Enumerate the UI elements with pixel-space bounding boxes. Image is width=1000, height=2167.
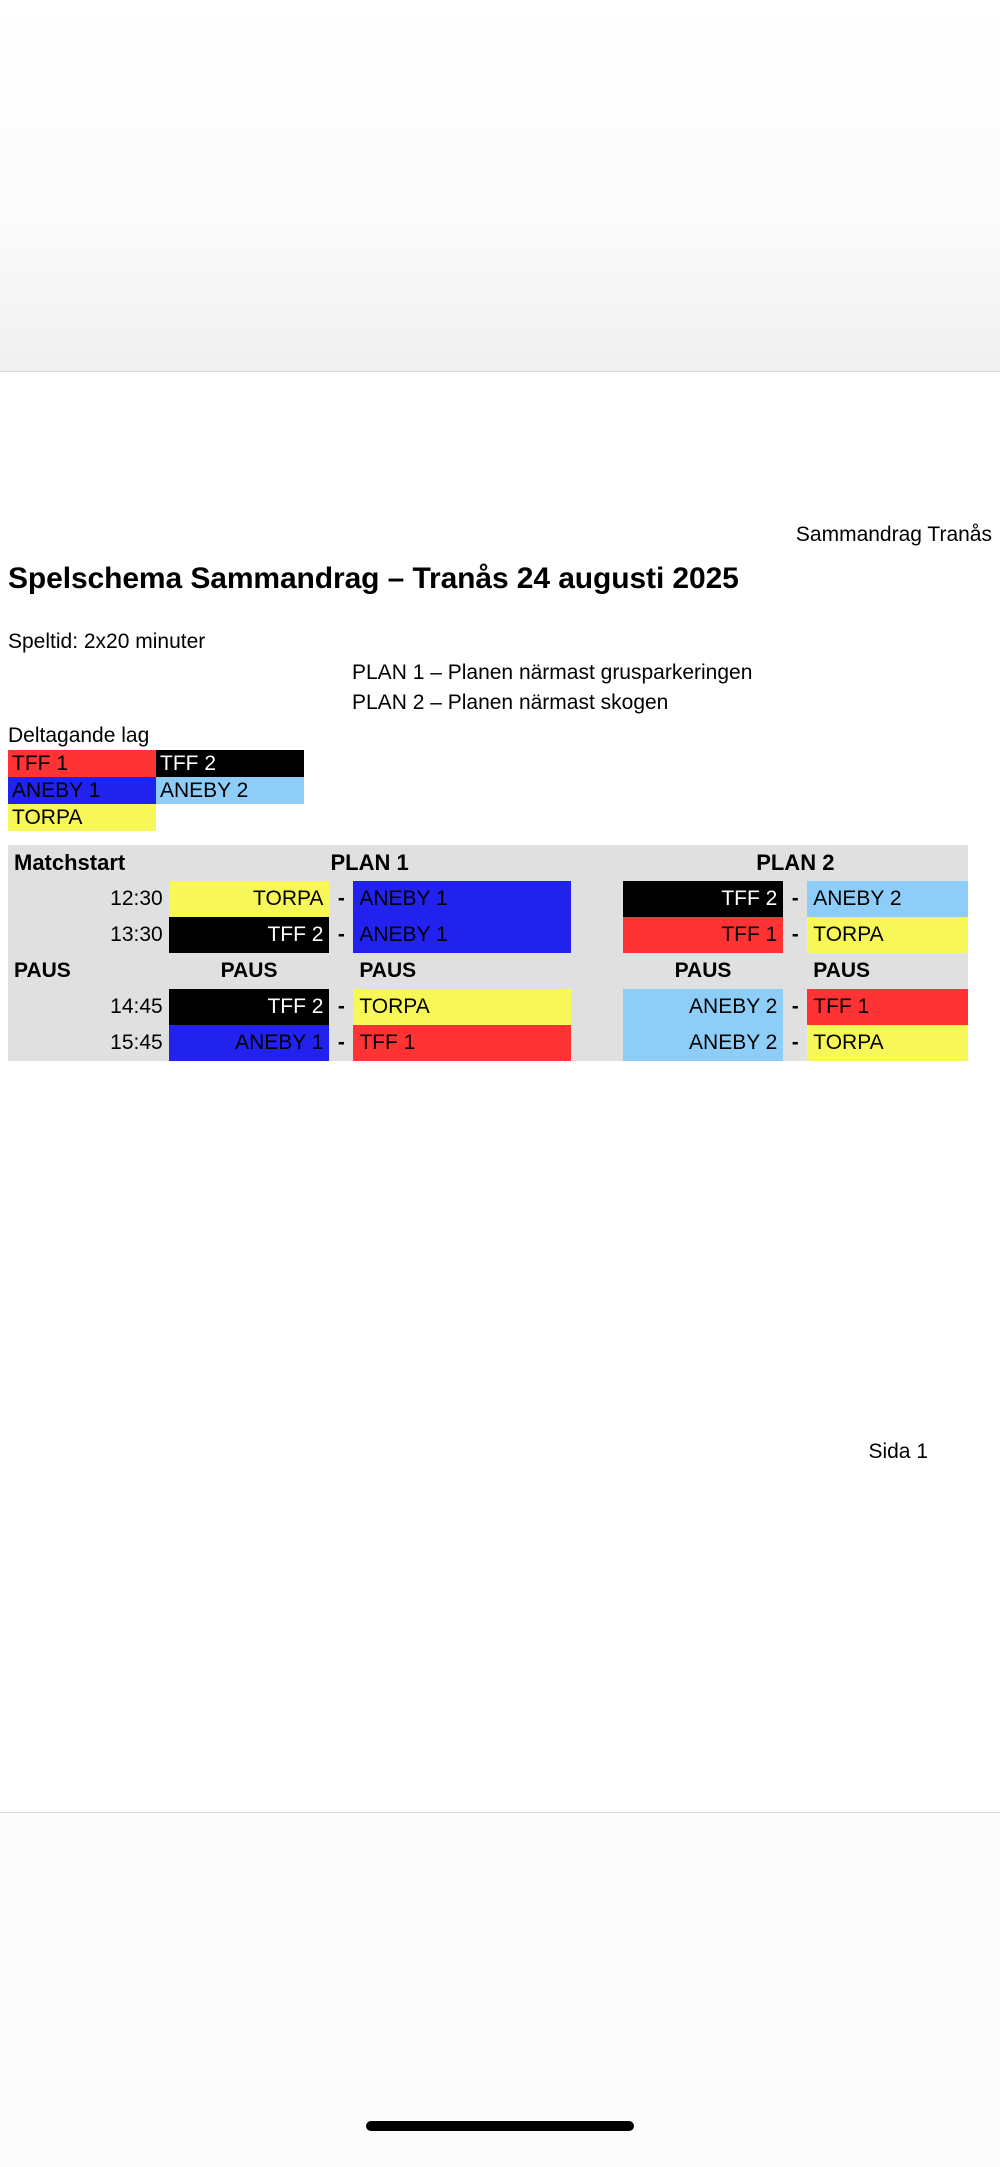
browser-bottom-chrome <box>0 1812 1000 2167</box>
table-row <box>8 989 968 1025</box>
plan2-home-team: ANEBY 2 <box>623 989 784 1025</box>
pause-dash2 <box>783 953 807 989</box>
plan2-home-team: TFF 2 <box>623 881 784 917</box>
home-indicator[interactable] <box>366 2121 634 2131</box>
plan2-dash: - <box>791 1031 799 1054</box>
plan1-home-team: TORPA <box>169 881 330 917</box>
plan1-dash: - <box>337 923 345 946</box>
document-page <box>0 373 1000 1812</box>
pause-plan2-away: PAUS <box>813 959 871 982</box>
plan2-away-team: TFF 1 <box>807 989 968 1025</box>
legend-row <box>8 777 304 804</box>
legend-team-aneby2: ANEBY 2 <box>156 777 304 804</box>
plan1-away-team: ANEBY 1 <box>353 881 570 917</box>
header-plan1: PLAN 1 <box>330 850 409 875</box>
row-gap <box>571 881 623 917</box>
table-row <box>8 881 968 917</box>
header-gap <box>571 845 623 881</box>
row-time: 15:45 <box>110 1031 163 1054</box>
plan1-dash: - <box>337 887 345 910</box>
plan1-dash: - <box>337 995 345 1018</box>
row-time: 14:45 <box>110 995 163 1018</box>
teams-legend-table <box>8 750 304 831</box>
row-gap <box>571 917 623 953</box>
pause-time-label: PAUS <box>14 959 71 982</box>
pause-row <box>8 953 968 989</box>
row-time: 12:30 <box>110 887 163 910</box>
legend-empty-cell <box>156 804 304 831</box>
schedule-header-row <box>8 845 968 881</box>
legend-team-tff1: TFF 1 <box>8 750 156 777</box>
plan-1-note: PLAN 1 – Planen närmast grusparkeringen <box>352 661 753 684</box>
plan2-dash: - <box>791 923 799 946</box>
plan2-home-team: ANEBY 2 <box>623 1025 784 1061</box>
legend-team-torpa: TORPA <box>8 804 156 831</box>
plan1-away-team: TFF 1 <box>353 1025 570 1061</box>
pause-plan1-away: PAUS <box>359 959 417 982</box>
pause-dash1 <box>329 953 353 989</box>
row-gap <box>571 989 623 1025</box>
plan1-away-team: ANEBY 1 <box>353 917 570 953</box>
participants-label: Deltagande lag <box>8 724 150 747</box>
pause-plan2-home: PAUS <box>674 959 732 982</box>
page-title: Spelschema Sammandrag – Tranås 24 augusti 2025 <box>8 562 739 595</box>
page-number: Sida 1 <box>868 1440 928 1463</box>
plan1-home-team: ANEBY 1 <box>169 1025 330 1061</box>
plan1-away-team: TORPA <box>353 989 570 1025</box>
header-matchstart: Matchstart <box>14 850 126 875</box>
plan2-home-team: TFF 1 <box>623 917 784 953</box>
plan1-home-team: TFF 2 <box>169 917 330 953</box>
plan1-home-team: TFF 2 <box>169 989 330 1025</box>
document-header-text: Sammandrag Tranås <box>795 523 992 546</box>
plan2-away-team: TORPA <box>807 1025 968 1061</box>
browser-top-chrome <box>0 0 1000 372</box>
table-row <box>8 1025 968 1061</box>
plan2-away-team: ANEBY 2 <box>807 881 968 917</box>
legend-team-tff2: TFF 2 <box>156 750 304 777</box>
pause-gap <box>571 953 623 989</box>
schedule-table <box>8 845 968 1061</box>
legend-row <box>8 804 304 831</box>
pause-plan1-home: PAUS <box>220 959 278 982</box>
match-duration-text: Speltid: 2x20 minuter <box>8 630 206 653</box>
legend-row <box>8 750 304 777</box>
plan2-dash: - <box>791 887 799 910</box>
plan2-dash: - <box>791 995 799 1018</box>
plan-2-note: PLAN 2 – Planen närmast skogen <box>352 691 669 714</box>
legend-team-aneby1: ANEBY 1 <box>8 777 156 804</box>
plan2-away-team: TORPA <box>807 917 968 953</box>
header-plan2: PLAN 2 <box>756 850 835 875</box>
row-time: 13:30 <box>110 923 163 946</box>
row-gap <box>571 1025 623 1061</box>
table-row <box>8 917 968 953</box>
plan1-dash: - <box>337 1031 345 1054</box>
